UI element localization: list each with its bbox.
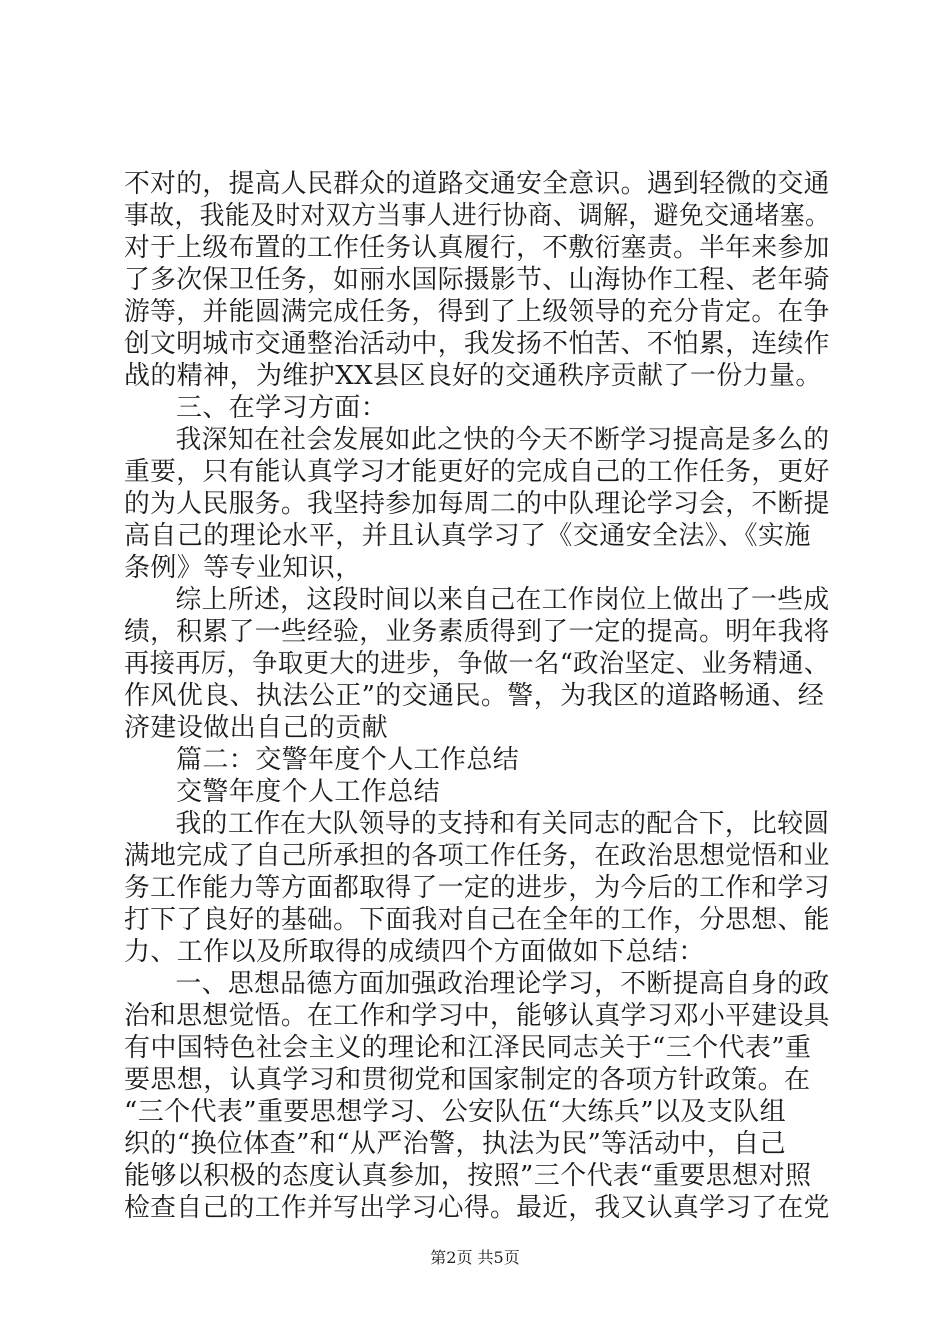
text-line: 战的精神，为维护XX县区良好的交通秩序贡献了一份力量。 (124, 361, 822, 391)
text-line: 治和思想觉悟。在工作和学习中，能够认真学习邓小平建设具 (124, 1001, 830, 1031)
text-line: 要思想，认真学习和贯彻党和国家制定的各项方针政策。在 (124, 1065, 811, 1095)
text-line: 对于上级布置的工作任务认真履行，不敷衍塞责。半年来参加 (124, 233, 830, 263)
text-line: 能够以积极的态度认真参加，按照”三个代表“重要思想对照 (124, 1161, 812, 1191)
text-line: 力、工作以及所取得的成绩四个方面做如下总结： (124, 937, 705, 967)
document-body (124, 168, 830, 1224)
text-line: 三、在学习方面： (176, 393, 388, 423)
text-line: 有中国特色社会主义的理论和江泽民同志关于“三个代表”重 (124, 1033, 812, 1063)
text-line: 高自己的理论水平，并且认真学习了《交通安全法》、《实施 (124, 521, 811, 551)
text-line: 织的“换位体查”和“从严治警，执法为民”等活动中，自己 (124, 1129, 786, 1159)
text-line: 我深知在社会发展如此之快的今天不断学习提高是多么的 (175, 425, 830, 455)
text-line: 我的工作在大队领导的支持和有关同志的配合下，比较圆 (175, 809, 830, 839)
text-line: 综上所述，这段时间以来自己在工作岗位上做出了一些成 (175, 585, 830, 615)
text-line: 打下了良好的基础。下面我对自己在全年的工作，分思想、能 (124, 905, 830, 935)
text-line: 事故，我能及时对双方当事人进行协商、调解，避免交通堵塞。 (124, 201, 831, 231)
text-line: 的为人民服务。我坚持参加每周二的中队理论学习会，不断提 (124, 489, 830, 519)
text-line: 重要，只有能认真学习才能更好的完成自己的工作任务，更好 (124, 457, 830, 487)
text-line: 绩，积累了一些经验，业务素质得到了一定的提高。明年我将 (124, 617, 830, 647)
text-line: 游等，并能圆满完成任务，得到了上级领导的充分肯定。在争 (124, 297, 830, 327)
text-line: 一、思想品德方面加强政治理论学习，不断提高自身的政 (175, 969, 830, 999)
text-line: 交警年度个人工作总结 (176, 777, 441, 807)
text-line: 满地完成了自己所承担的各项工作任务，在政治思想觉悟和业 (124, 841, 830, 871)
text-line: 不对的，提高人民群众的道路交通安全意识。遇到轻微的交通 (124, 169, 830, 199)
text-line: 检查自己的工作并写出学习心得。最近，我又认真学习了在党 (124, 1193, 830, 1223)
text-line: 创文明城市交通整治活动中，我发扬不怕苦、不怕累，连续作 (124, 329, 830, 359)
text-line: 篇二：交警年度个人工作总结 (176, 745, 520, 775)
text-line: 条例》等专业知识， (124, 553, 362, 583)
text-line: 济建设做出自己的贡献 (124, 713, 389, 743)
text-line: “三个代表”重要思想学习、公安队伍“大练兵”以及支队组 (124, 1097, 786, 1127)
text-line: 再接再厉，争取更大的进步，争做一名“政治坚定、业务精通、 (124, 649, 830, 679)
text-line: 务工作能力等方面都取得了一定的进步，为今后的工作和学习 (124, 873, 830, 903)
text-line: 作风优良、执法公正”的交通民。警，为我区的道路畅通、经 (124, 681, 825, 711)
text-line: 了多次保卫任务，如丽水国际摄影节、山海协作工程、老年骑 (124, 265, 830, 295)
page-footer: 第2页 共5页 (430, 1248, 520, 1267)
